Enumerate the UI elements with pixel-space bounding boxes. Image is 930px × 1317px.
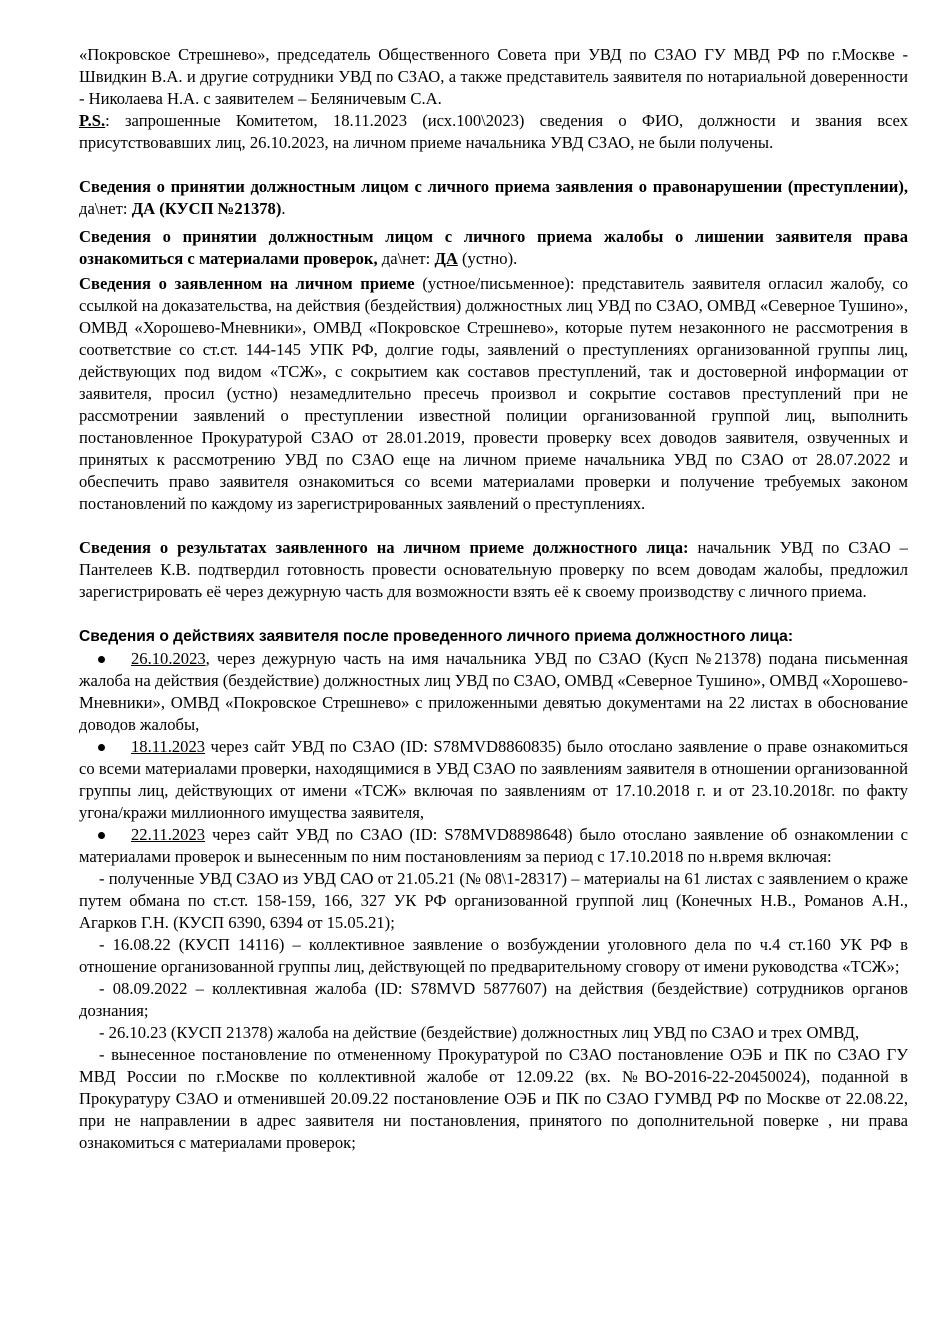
list-item [79, 736, 908, 824]
section-heading: Сведения о принятии должностным лицом с личного приема жалобы о лишении заявителя права ознакомиться с материалами проверок, [79, 227, 908, 268]
bullet-icon [98, 832, 105, 839]
item-text: , через дежурную часть на имя начальника УВД по СЗАО (Кусп №21378) подана письменная жалоба на действия (бездействие) должностных лиц УВД по СЗАО, ОМВД «Северное Тушино», ОМВД «Хорошево-Мневники», ОМВД «Покровское Стрешнево» с приложенными девятью документами на 22 листах в обоснование доводов жалобы, [79, 649, 908, 734]
section-heading: Сведения о заявленном на личном приеме [79, 274, 415, 293]
item-date: 18.11.2023 [131, 737, 206, 756]
ps-label: P.S. [79, 111, 106, 130]
answer-value: ДА [434, 249, 458, 268]
bullet-icon [98, 656, 105, 663]
section-text: (устное/письменное): представитель заявителя огласил жалобу, со ссылкой на доказательства, на действия (бездействия) должностных лиц УВД по СЗАО, ОМВД «Северное Тушино», ОМВД «Хорошево-Мневники», ОМВД «Покровское Стрешнево», которые путем незаконного не рассмотрения в соответствие со ст.ст. 144-145 УПК РФ, долгие годы, заявлений о преступлениях организованной группы лиц, действующих под видом «ТСЖ», с сокрытием как составов преступлений, так и достоверной информации от заявителя, просил (устно) незамедлительно пресечь произвол и сокрытие составов преступлений при не рассмотрении заявлений о преступлении известной полиции организованной группой лиц, выполнить постановленное Прокуратурой СЗАО от 28.01.2019, провести проверку всех доводов заявителя, озвученных и принятых к рассмотрению УВД по СЗАО еще на личном приеме начальника УВД по СЗАО от 28.07.2022 и обеспечить право заявителя ознакомиться со всеми материалами проверки и получение требуемых законом постановлений по каждому из зарегистрированных заявлений о преступлениях. [79, 274, 908, 513]
list-item [79, 824, 908, 868]
section-actions-heading [79, 625, 908, 648]
ps-text: : запрошенные Комитетом, 18.11.2023 (исх.100\2023) сведения о ФИО, должности и звания всех присутствовавших лиц, 26.10.2023, на личном приеме начальника УВД СЗАО, не были получены. [79, 111, 908, 152]
answer-value: ДА (КУСП №21378) [131, 199, 282, 218]
section-end: . [281, 199, 286, 218]
sub-item: - 16.08.22 (КУСП 14116) – коллективное заявление о возбуждении уголовного дела по ч.4 ст.160 УК РФ в отношение организованной группы лиц, действующей по предварительному сговору от имени руководства «ТСЖ»; [79, 935, 908, 976]
sub-item: - полученные УВД СЗАО из УВД САО от 21.05.21 (№ 08\1-28317) – материалы на 61 листах с заявлением о краже путем обмана по ст.ст. 158-159, 166, 327 УК РФ организованной группой лиц (Конечных Н.В., Романов А.Н., Агарков Г.Н. (КУСП 6390, 6394 от 15.05.21); [79, 869, 908, 932]
section-review-rights [79, 226, 908, 270]
list-item [79, 648, 908, 736]
yesno-label: да\нет: [79, 199, 132, 218]
ps-paragraph [79, 110, 908, 154]
section-complaint-accepted [79, 176, 908, 220]
item-text: через сайт УВД по СЗАО (ID: S78MVD8898648) было отослано заявление об ознакомлении с материалами проверок и вынесенным по ним постановлениям за период с 17.10.2018 по н.время включая: [79, 825, 908, 866]
bullet-icon [98, 744, 105, 751]
section-text: начальник УВД по СЗАО – Пантелеев К.В. подтвердил готовность провести основательную проверку по всем доводам жалобы, предложил зарегистрировать её через дежурную часть для возможности взять её к своему производству с личного приема. [79, 538, 908, 601]
item-date: 22.11.2023 [131, 825, 206, 844]
sub-item: - 26.10.23 (КУСП 21378) жалоба на действие (бездействие) должностных лиц УВД по СЗАО и трех ОМВД, [99, 1023, 860, 1042]
yesno-label: да\нет: [377, 249, 435, 268]
section-end: (устно). [457, 249, 518, 268]
section-results [79, 537, 908, 603]
sub-item: - 08.09.2022 – коллективная жалоба (ID: S78MVD 5877607) на действия (бездействие) сотрудников органов дознания; [79, 979, 908, 1020]
item-text: через сайт УВД по СЗАО (ID: S78MVD8860835) было отослано заявление о праве ознакомиться со всеми материалами проверки, находящимися в УВД СЗАО по заявлениям заявителя в отношении организованной группы лиц, действующих от имени «ТСЖ» включая по заявлениям от 17.10.2018 г. и от 23.10.2018г. по факту угона/кражи миллионного имущества заявителя, [79, 737, 908, 822]
section-stated-at-reception [79, 273, 908, 515]
intro-paragraph: «Покровское Стрешнево», председатель Общественного Совета при УВД по СЗАО ГУ МВД РФ по г.Москве - Швидкин В.А. и другие сотрудники УВД по СЗАО, а также представитель заявителя по нотариальной доверенности - Николаева Н.А. с заявителем – Беляничевым С.А. [79, 45, 908, 108]
section-heading: Сведения о действиях заявителя после проведенного личного приема должностного лица: [79, 628, 794, 645]
sub-item: - вынесенное постановление по отмененному Прокуратурой по СЗАО постановление ОЭБ и ПК по СЗАО ГУ МВД России по г.Москве по коллективной жалобе от 12.09.22 (вх. №ВО-2016-22-20450024), поданной в Прокуратуру СЗАО и отменившей 20.09.22 постановление ОЭБ и ПК по СЗАО ГУМВД РФ по Москве от 22.08.22, при не направлении в адрес заявителя ни постановления, принятого по дополнительной поверке , ни права ознакомиться с материалами проверок; [79, 1045, 908, 1152]
section-heading: Сведения о результатах заявленного на личном приеме должностного лица: [79, 538, 689, 557]
item-date: 26.10.2023 [131, 649, 206, 668]
section-heading: Сведения о принятии должностным лицом с личного приема заявления о правонарушении (преступлении), [79, 177, 908, 196]
